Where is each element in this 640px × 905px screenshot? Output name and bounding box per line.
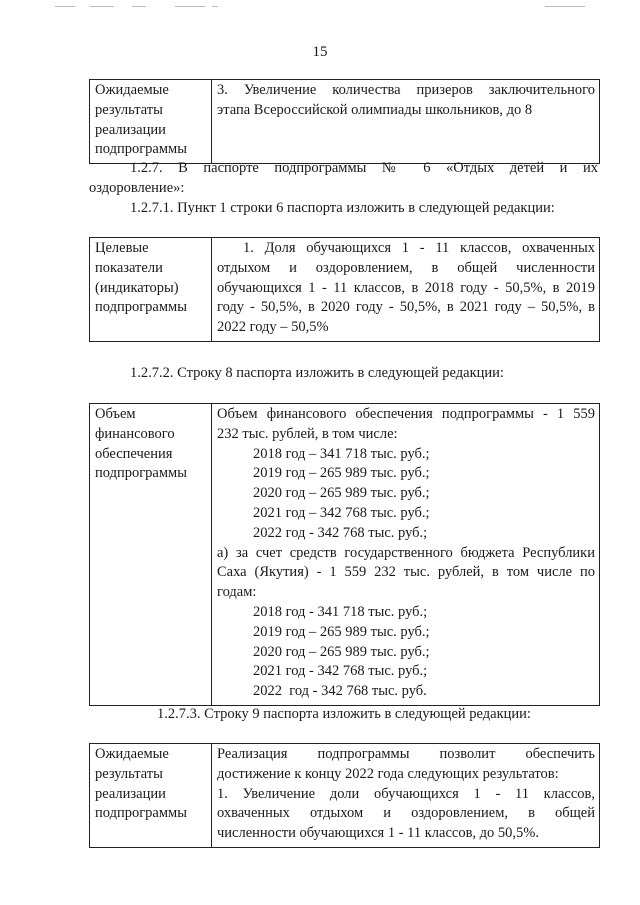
scan-artifact [175, 6, 205, 7]
table-value-cell: Реализация подпрограммы позволит обеспечить достижение к концу 2022 года следующих результатов: 1. Увеличение доли обучающихся 1 - 11 классов, охваченных отдыхом и оздоровлением, в общей численности обучающихся 1 - 11 классов, до 50,5%. [212, 744, 600, 848]
table-label-cell: Объем финансового обеспечения подпрограммы [90, 404, 212, 706]
table-value-cell: Объем финансового обеспечения подпрограммы - 1 559 232 тыс. рублей, в том числе: 2018 год – 341 718 тыс. руб.; 2019 год – 265 989 тыс. руб.; 2020 год – 265 989 тыс. руб.; 2021 год – 342 768 тыс. руб.; 2022 год - 342 768 тыс. руб.; а) за счет средств государственного бюджета Республики Саха (Якутия) - 1 559 232 тыс. рублей, в том числе по годам: 2018 год - 341 718 тыс. руб.; 2019 год – 265 989 тыс. руб.; 2020 год – 265 989 тыс. руб.; 2021 год - 342 768 тыс. руб.; 2022 год - 342 768 тыс. руб. [212, 404, 600, 706]
table-value-cell: 3. Увеличение количества призеров заключительного этапа Всероссийской олимпиады школьников, до 8 [212, 80, 600, 164]
section-heading-cont: оздоровление»: [89, 180, 185, 196]
page-number: 15 [312, 44, 328, 60]
section-heading: 1.2.7. В паспорте подпрограммы № 6 «Отдых детей и их [130, 160, 598, 176]
section-instruction: 1.2.7.2. Строку 8 паспорта изложить в следующей редакции: [130, 365, 504, 381]
expected-results-table-2 [89, 743, 600, 848]
table-label-cell: Ожидаемые результаты реализации подпрограммы [90, 744, 212, 848]
scan-artifact [55, 6, 75, 7]
scan-artifact [90, 6, 114, 7]
scan-artifact [212, 6, 218, 7]
table-value-cell: 1. Доля обучающихся 1 - 11 классов, охваченных отдыхом и оздоровлением, в общей численности обучающихся 1 - 11 классов, в 2018 году - 50,5%, в 2019 году - 50,5%, в 2020 году - 50,5%, в 2021 году – 50,5%, в 2022 году – 50,5% [212, 238, 600, 342]
scan-artifact [545, 6, 585, 7]
section-instruction: 1.2.7.3. Строку 9 паспорта изложить в следующей редакции: [157, 706, 531, 722]
funding-table [89, 403, 600, 706]
section-instruction: 1.2.7.1. Пункт 1 строки 6 паспорта изложить в следующей редакции: [130, 200, 555, 216]
target-indicators-table [89, 237, 600, 342]
expected-results-table [89, 79, 600, 164]
scan-artifact [132, 6, 146, 7]
table-label-cell: Ожидаемые результаты реализации подпрограммы [90, 80, 212, 164]
table-label-cell: Целевые показатели (индикаторы) подпрограммы [90, 238, 212, 342]
